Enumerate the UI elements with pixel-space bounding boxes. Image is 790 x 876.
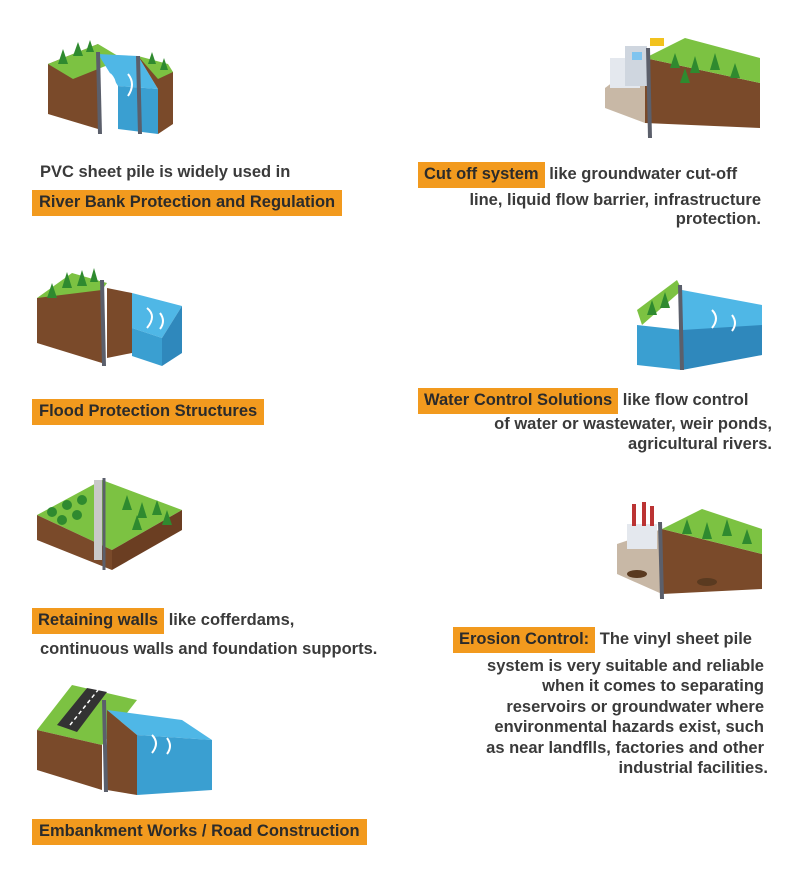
cutoff-line1 (418, 162, 737, 188)
flood-protection-illustration (32, 258, 192, 368)
water-control-illustration (632, 270, 767, 380)
retaining-walls-label: Retaining walls (32, 608, 164, 634)
river-bank-illustration (38, 34, 178, 144)
retaining-wall-illustration (32, 470, 192, 580)
embankment-label: Embankment Works / Road Construction (32, 819, 367, 845)
embankment-illustration (32, 680, 222, 800)
retaining-walls-line1 (32, 608, 294, 634)
cutoff-desc1: like groundwater cut-off (544, 165, 738, 183)
erosion-line1 (453, 627, 752, 653)
cutoff-line3: protection. (675, 210, 761, 228)
river-bank-label: River Bank Protection and Regulation (32, 190, 342, 216)
cutoff-line2: line, liquid flow barrier, infrastructure (469, 191, 761, 209)
erosion-line5: environmental hazards exist, such (494, 718, 764, 736)
river-intro-text: PVC sheet pile is widely used in (40, 163, 291, 181)
flood-protection-label: Flood Protection Structures (32, 399, 264, 425)
erosion-line7: industrial facilities. (618, 759, 768, 777)
water-control-label: Water Control Solutions (418, 388, 618, 414)
water-control-line1 (418, 388, 748, 414)
cutoff-illustration (600, 28, 765, 143)
water-control-line3: agricultural rivers. (628, 435, 772, 453)
erosion-desc1: The vinyl sheet pile (595, 630, 752, 648)
water-control-line2: of water or wastewater, weir ponds, (494, 415, 772, 433)
erosion-control-label: Erosion Control: (453, 627, 595, 653)
retaining-walls-line2: continuous walls and foundation supports. (40, 640, 378, 658)
erosion-control-illustration (612, 494, 767, 604)
erosion-line4: reservoirs or groundwater where (506, 698, 764, 716)
water-control-desc1: like flow control (618, 391, 749, 409)
cutoff-label: Cut off system (418, 162, 545, 188)
erosion-line3: when it comes to separating (542, 677, 764, 695)
erosion-line6: as near landflls, factories and other (486, 739, 764, 757)
retaining-walls-desc1: like cofferdams, (164, 611, 295, 629)
erosion-line2: system is very suitable and reliable (487, 657, 764, 675)
